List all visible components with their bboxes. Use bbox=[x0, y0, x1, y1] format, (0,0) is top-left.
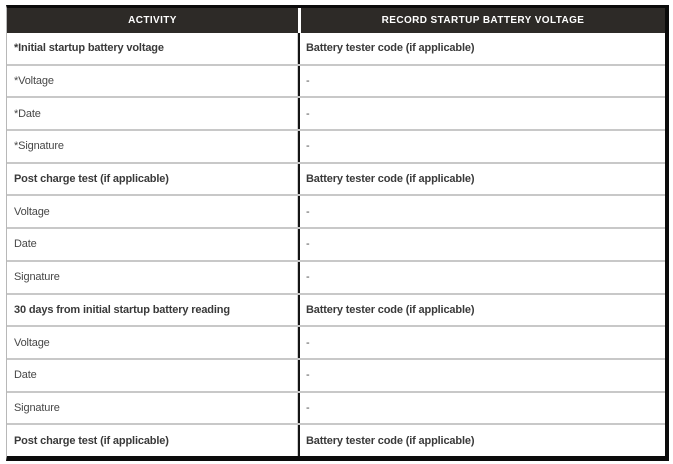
battery-voltage-record-table bbox=[6, 5, 669, 461]
value-cell: Battery tester code (if applicable) bbox=[298, 295, 665, 326]
value-cell: - bbox=[298, 98, 665, 129]
table-row bbox=[7, 391, 665, 424]
table-row bbox=[7, 227, 665, 260]
table-row bbox=[7, 423, 665, 456]
activity-cell: Date bbox=[7, 360, 298, 391]
value-cell: - bbox=[298, 229, 665, 260]
table-row bbox=[7, 260, 665, 293]
activity-cell: 30 days from initial startup battery reading bbox=[7, 295, 298, 326]
activity-cell: Voltage bbox=[7, 327, 298, 358]
activity-cell: *Initial startup battery voltage bbox=[7, 33, 298, 64]
activity-cell: *Voltage bbox=[7, 66, 298, 97]
table-row bbox=[7, 33, 665, 64]
table-row bbox=[7, 64, 665, 97]
table-row bbox=[7, 162, 665, 195]
activity-cell: *Signature bbox=[7, 131, 298, 162]
table-row bbox=[7, 325, 665, 358]
value-cell: - bbox=[298, 196, 665, 227]
activity-cell: Date bbox=[7, 229, 298, 260]
table-header-row bbox=[7, 8, 665, 33]
activity-cell: Post charge test (if applicable) bbox=[7, 425, 298, 456]
value-cell: Battery tester code (if applicable) bbox=[298, 164, 665, 195]
activity-cell: Signature bbox=[7, 262, 298, 293]
table-row bbox=[7, 358, 665, 391]
value-cell: - bbox=[298, 393, 665, 424]
column-header-record-startup-battery-voltage: RECORD STARTUP BATTERY VOLTAGE bbox=[298, 8, 665, 33]
value-cell: - bbox=[298, 66, 665, 97]
value-cell: - bbox=[298, 327, 665, 358]
value-cell: - bbox=[298, 262, 665, 293]
activity-cell: Signature bbox=[7, 393, 298, 424]
table-row bbox=[7, 129, 665, 162]
column-header-activity: ACTIVITY bbox=[128, 15, 177, 26]
activity-cell: Post charge test (if applicable) bbox=[7, 164, 298, 195]
table-body bbox=[7, 33, 665, 456]
value-cell: Battery tester code (if applicable) bbox=[298, 425, 665, 456]
activity-cell: Voltage bbox=[7, 196, 298, 227]
table-row bbox=[7, 194, 665, 227]
table-row bbox=[7, 293, 665, 326]
table-row bbox=[7, 96, 665, 129]
value-cell: - bbox=[298, 131, 665, 162]
activity-cell: *Date bbox=[7, 98, 298, 129]
value-cell: - bbox=[298, 360, 665, 391]
value-cell: Battery tester code (if applicable) bbox=[298, 33, 665, 64]
